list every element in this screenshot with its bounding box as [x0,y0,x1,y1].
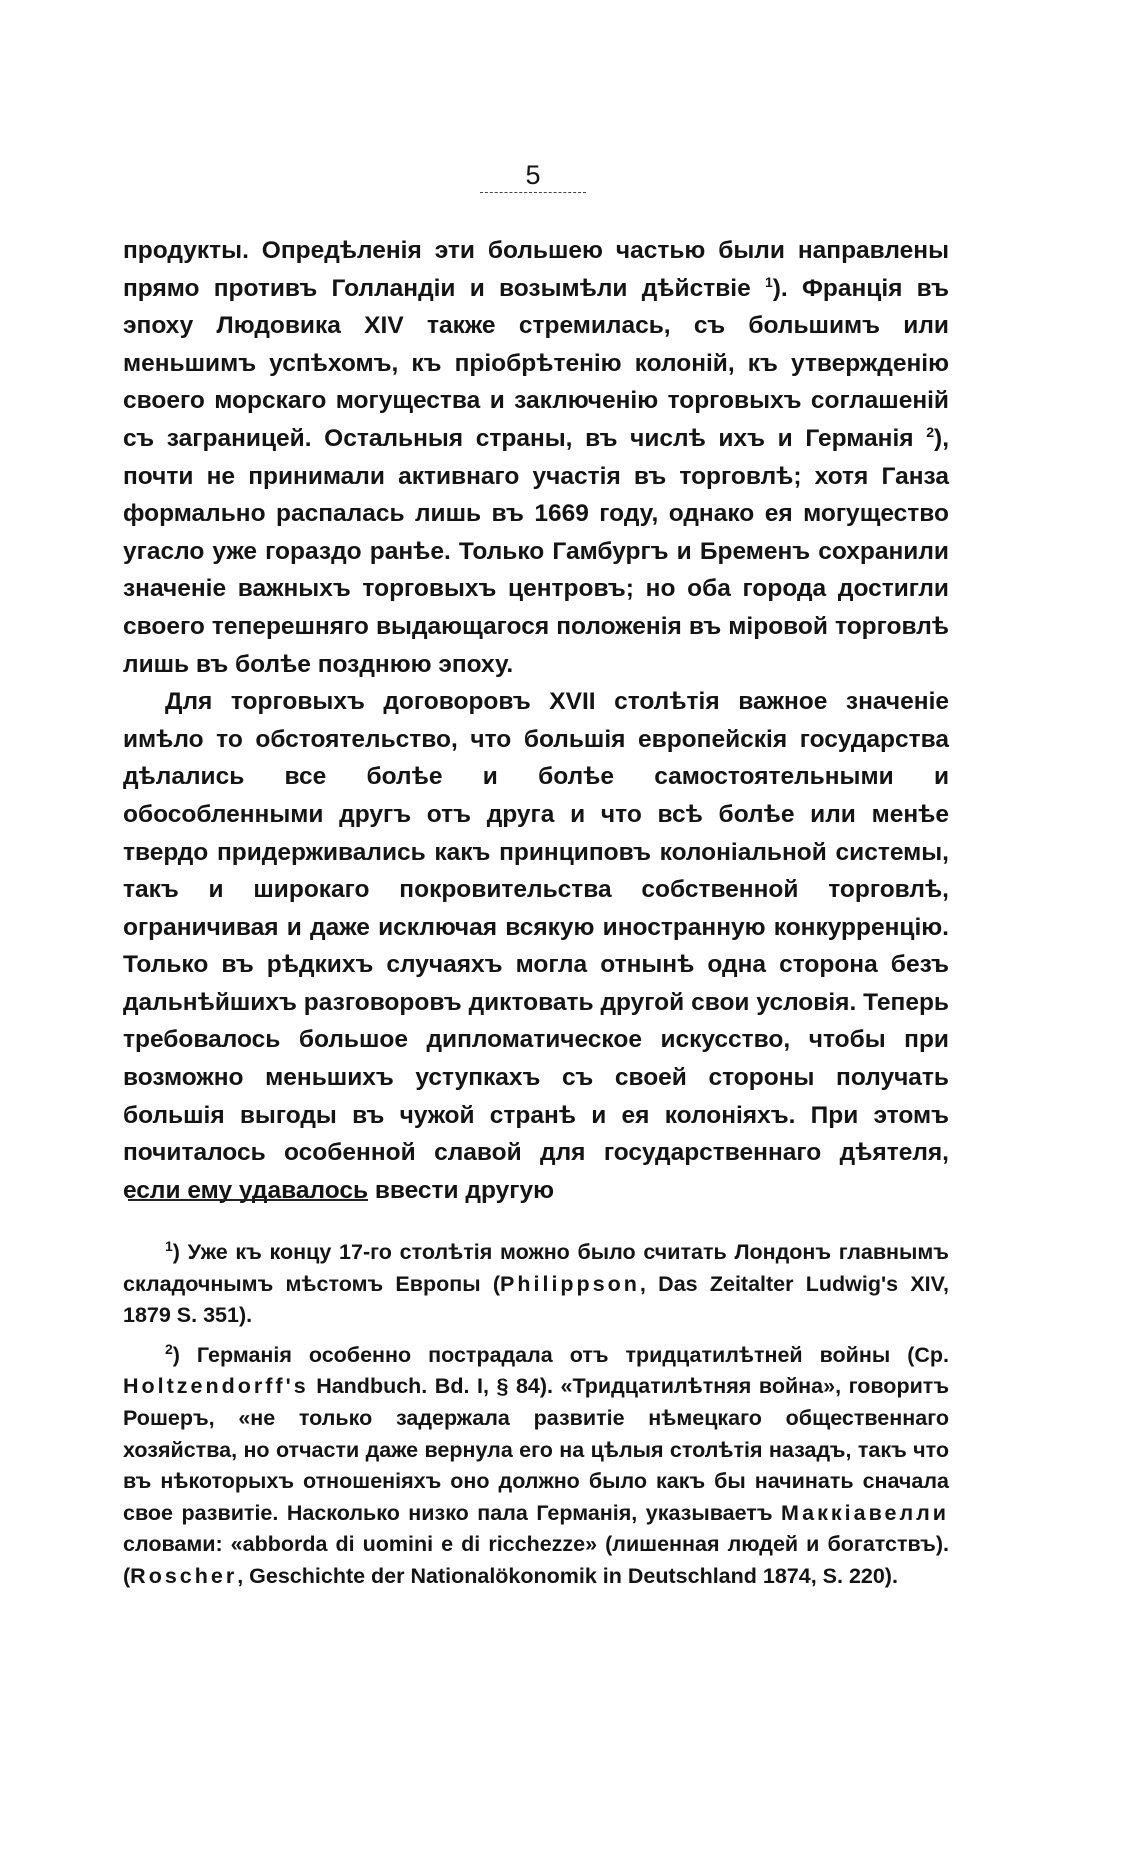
footnote-2 [123,1340,949,1593]
paragraph-2 [123,683,949,1209]
paragraph-2-text-run: Для торговыхъ договоровъ XVII столѣтія важное значеніе имѣло то обстоятельство, что большія европейскія государства дѣлались все болѣе и болѣе самостоятельными и обособленными другъ отъ друга и что всѣ болѣе или менѣе твердо придерживались какъ принциповъ колоніальной системы, такъ и широкаго покровительства собственной торговлѣ, ограничивая и даже исключая всякую иностранную конкурренцію. Только въ рѣдкихъ случаяхъ могла отнынѣ одна сторона безъ дальнѣйшихъ разговоровъ диктовать другой свои условія. Теперь требовалось большое дипломатическое искусство, чтобы при возможно меньшихъ уступкахъ съ своей стороны получать большія выгоды въ чужой странѣ и ея колоніяхъ. При этомъ почиталось особенной славой для государственнаго дѣятеля, если ему удавалось ввести другую [123,688,949,1204]
footnote-1-text-run: ) Уже къ концу 17-го столѣтія можно было считать Лондонъ главнымъ складочнымъ мѣстомъ Европы ( [123,1240,949,1296]
paragraph-1-footnote-ref: 1 [764,273,773,290]
footnote-2-text-run: Handbuch. Bd. I, § 84). «Тридцатилѣтняя война», говоритъ Рошеръ, «не только задержала развитіе нѣмецкаго общественнаго хозяйства, но отчасти даже вернула его на цѣлыя столѣтія назадъ, такъ что въ нѣкоторыхъ отношеніяхъ оно должно было какъ бы начинать сначала свое развитіе. Насколько низко пала Германія, указываетъ [123,1374,949,1525]
footnote-2-text-run: , Geschichte der Nationalökonomik in Deutschland 1874, S. 220). [237,1563,898,1588]
paragraph-1 [123,232,949,683]
page-number-block [480,160,586,193]
footnote-separator [128,1199,368,1201]
footnote-1-footnote-ref: 1 [165,1237,173,1254]
footnote-2-spaced-text: Holtzendorff's [123,1374,309,1399]
footnote-2-spaced-text: Маккіавелли [780,1500,949,1525]
footnotes [123,1237,949,1593]
paragraph-1-footnote-ref: 2 [926,423,935,440]
page-number: 5 [525,160,541,190]
paragraph-1-text-run: ). Францiя въ эпоху Людовика XIV также стремилась, съ большимъ или меньшимъ успѣхомъ, къ пріобрѣтенію колоній, къ утвержденію своего морскаго могущества и заключенію торговыхъ соглашеній съ заграницей. Остальныя страны, въ числѣ ихъ и Германія [123,274,949,452]
footnote-1 [123,1237,949,1332]
paragraph-1-text-run: продукты. Опредѣленія эти большею частью были направлены прямо противъ Голландіи и возымѣли дѣйствіе [123,237,949,302]
footnote-2-text-run: ) Германія особенно пострадала отъ тридцатилѣтней войны (Ср. [172,1342,949,1367]
footnote-1-spaced-text: Philippson [500,1271,640,1296]
footnote-2-text-run: словами: «abborda di uomini e di ricchezze» (лишенная людей и богатствъ). ( [123,1532,949,1588]
footnote-1-text-run: , Das Zeitalter Ludwig's XIV, 1879 S. 351). [123,1271,949,1328]
page-number-rule [480,192,586,193]
main-text [123,232,949,1209]
footnote-2-footnote-ref: 2 [165,1340,173,1357]
paragraph-1-text-run: ), почти не принимали активнаго участія въ торговлѣ; хотя Ганза формально распалась лишь въ 1669 году, однако ея могущество угасло уже гораздо ранѣе. Только Гамбургъ и Бременъ сохранили значеніе важныхъ торговыхъ центровъ; но оба города достигли своего теперешняго выдающагося положенія въ міровой торговлѣ лишь въ болѣе позднюю эпоху. [123,424,949,678]
footnote-2-spaced-text: Roscher [130,1563,238,1588]
